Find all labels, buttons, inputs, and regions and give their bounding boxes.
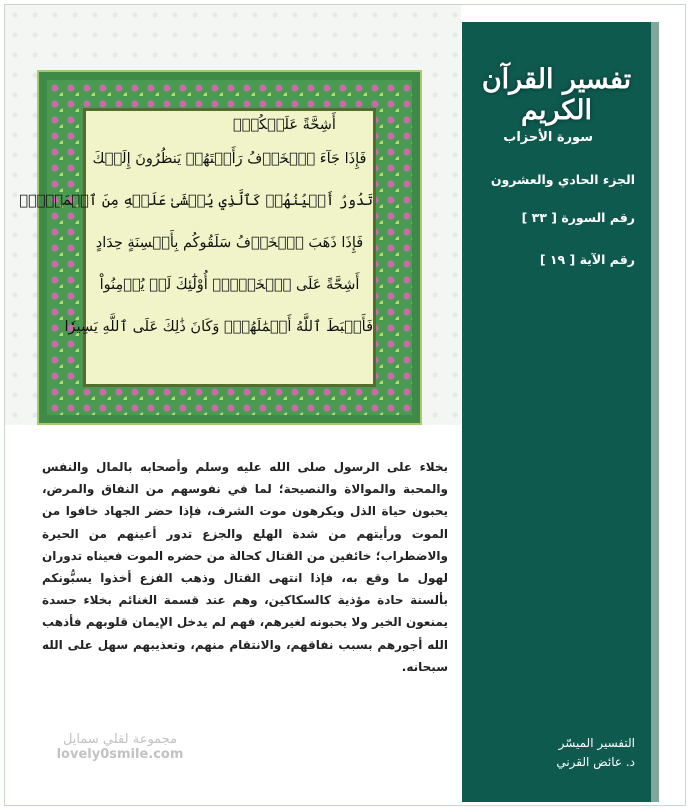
verse-frame bbox=[19, 70, 422, 425]
footer-tafsir-name: التفسير الميسّر bbox=[558, 736, 635, 750]
footer-author: د. عائض القرني bbox=[556, 755, 635, 769]
watermark bbox=[20, 732, 220, 762]
verse-line-3: تَدُورُ أَعۡيُنُهُمۡ كَٱلَّذِي يُغۡشَىٰ عَلَيۡهِ مِنَ ٱلۡمَوۡتِۖ bbox=[19, 193, 373, 209]
tafsir-text: بخلاء على الرسول صلى الله عليه وسلم وأصحابه بالمال والنفس والمحبة والموالاة والنصيحة؛ لما في نفوسهم من النفاق والمرض، يحبون حياة الذل ويكرهون موت الشرف، فإذا حضر الجهاد خافوا من الموت ورأيتهم من شدة الهلع والجزع تدور أعينهم من الحيرة والاضطراب؛ خائفين من القتال كحالة من حضره الموت فعيناه تدوران لهول ما وقع به، فإذا انتهى القتال وذهب الفزع أخذوا يسبُّونكم بألسنة حادة مؤذية كالسكاكين، وهم عند قسمة الغنائم بخلاء حسدة يمنعون الخير ولا يحبونه لغيرهم، فهم لم يدخل الإيمان قلوبهم فأذهب الله أجورهم بسبب نفاقهم، والانتقام منهم، وتعذيبهم سهل على الله سبحانه. bbox=[42, 460, 448, 674]
verse-line-1: أَشِحَّةً عَلَيۡكُمۡۖ bbox=[233, 117, 336, 133]
juz-label: الجزء الحادي والعشرون bbox=[490, 172, 635, 187]
verse-line-5: أَشِحَّةً عَلَى ٱلۡخَيۡرِۚ أُوْلَٰٓئِكَ لَمۡ يُؤۡمِنُواْ bbox=[99, 277, 360, 293]
verse-panel bbox=[19, 108, 376, 387]
verse-line-4: فَإِذَا ذَهَبَ ٱلۡخَوۡفُ سَلَقُوكُم بِأَلۡسِنَةٍ حِدَادٍ bbox=[95, 235, 364, 251]
surah-number: رقم السورة [ ٣٣ ] bbox=[521, 210, 635, 225]
verse-line-6: فَأَحۡبَطَ ٱللَّهُ أَعۡمَٰلَهُمۡۚ وَكَانَ ذَٰلِكَ عَلَى ٱللَّهِ يَسِيرٗا bbox=[64, 319, 373, 335]
watermark-arabic: مجموعة لقلي سمايل bbox=[62, 732, 178, 747]
sidebar-title: تفسير القرآن الكريم bbox=[481, 64, 632, 126]
sidebar bbox=[462, 22, 651, 802]
surah-name: سورة الأحزاب bbox=[503, 130, 593, 145]
sidebar-stripe bbox=[651, 22, 659, 802]
watermark-url: lovely0smile.com bbox=[56, 747, 184, 762]
ayah-number: رقم الآية [ ١٩ ] bbox=[539, 252, 635, 267]
verse-line-2: فَإِذَا جَآءَ ٱلۡخَوۡفُ رَأَيۡتَهُمۡ يَنظُرُونَ إِلَيۡكَ bbox=[92, 151, 367, 167]
